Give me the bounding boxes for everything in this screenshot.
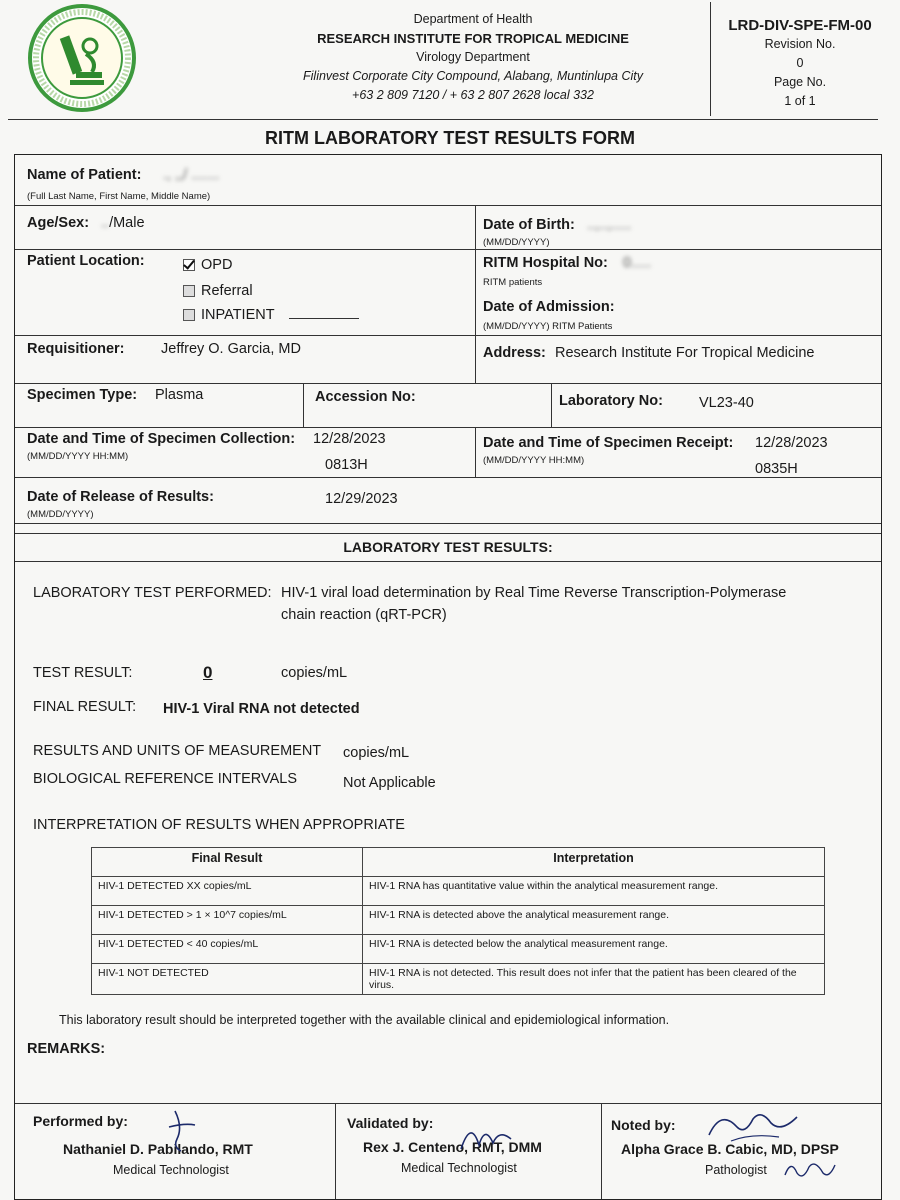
admission-label: Date of Admission: [483, 299, 615, 315]
interpretation-label: INTERPRETATION OF RESULTS WHEN APPROPRIATE [33, 817, 405, 833]
table-cell-result: HIV-1 DETECTED > 1 × 10^7 copies/mL [92, 906, 363, 935]
test-result-value: 0 [203, 663, 213, 682]
revision-label: Revision No. [764, 37, 836, 51]
table-header-row [92, 848, 825, 877]
receipt-date: 12/28/2023 [755, 435, 828, 451]
table-cell-result: HIV-1 DETECTED XX copies/mL [92, 877, 363, 906]
department-name: Department of Health [413, 12, 533, 26]
form-header [12, 2, 888, 120]
pathologist-initials-icon [779, 1155, 839, 1183]
collection-time: 0813H [325, 457, 368, 473]
row-divider [15, 427, 881, 428]
column-divider [551, 383, 552, 427]
receipt-hint: (MM/DD/YYYY HH:MM) [483, 455, 585, 466]
test-result-unit: copies/mL [281, 665, 348, 681]
inpatient-checkbox[interactable] [183, 309, 195, 321]
patient-name-redacted: ., ,,/ ....... [163, 167, 220, 183]
validated-by-role: Medical Technologist [401, 1161, 517, 1175]
age-sex-value [101, 215, 145, 231]
age-redacted: .. [101, 215, 110, 231]
column-divider [475, 427, 476, 477]
form-code-block [710, 2, 889, 116]
receipt-label: Date and Time of Specimen Receipt: [483, 435, 734, 451]
table-header-final-result: Final Result [92, 848, 363, 877]
table-cell-interpretation: HIV-1 RNA has quantitative value within the analytical measurement range. [363, 877, 825, 906]
lab-no-label: Laboratory No: [559, 393, 663, 409]
test-performed-line1: HIV-1 viral load determination by Real Time Reverse Transcription-Polymerase [281, 585, 787, 601]
row-divider [15, 335, 881, 336]
table-row [92, 935, 825, 964]
units-label: RESULTS AND UNITS OF MEASUREMENT [33, 743, 322, 759]
form-code: LRD-DIV-SPE-FM-00 [728, 17, 872, 34]
form-body [14, 154, 882, 1200]
performed-by-name: Nathaniel D. Pabilando, RMT [63, 1141, 253, 1157]
institution-block [242, 10, 704, 105]
table-cell-result: HIV-1 NOT DETECTED [92, 964, 363, 995]
opd-checkbox[interactable] [183, 259, 195, 271]
row-divider [15, 561, 881, 562]
institute-phone: +63 2 809 7120 / + 63 2 807 2628 local 332 [352, 88, 594, 102]
hospital-no-value [623, 255, 651, 271]
specimen-type-value: Plasma [155, 387, 204, 403]
row-divider [15, 383, 881, 384]
hospital-no-hint: RITM patients [483, 277, 543, 288]
patient-name-hint: (Full Last Name, First Name, Middle Name) [27, 191, 211, 202]
location-option-opd[interactable] [183, 257, 232, 273]
dob-label: Date of Birth: [483, 217, 575, 233]
units-value: copies/mL [343, 745, 410, 761]
validated-signature-icon [455, 1115, 525, 1155]
inpatient-label: INPATIENT [201, 307, 275, 323]
admission-hint: (MM/DD/YYYY) RITM Patients [483, 321, 613, 332]
lab-no-value: VL23-40 [699, 395, 754, 411]
address-value: Research Institute For Tropical Medicine [555, 345, 815, 361]
interpretation-table [91, 847, 825, 995]
noted-signature-icon [701, 1105, 811, 1149]
row-divider [15, 477, 881, 478]
requisitioner-value: Jeffrey O. Garcia, MD [161, 341, 301, 357]
row-divider [15, 523, 881, 524]
performed-by-role: Medical Technologist [113, 1163, 229, 1177]
age-sex-label: Age/Sex: [27, 215, 90, 231]
referral-checkbox[interactable] [183, 285, 195, 297]
requisitioner-label: Requisitioner: [27, 341, 125, 357]
table-row [92, 964, 825, 995]
institute-address: Filinvest Corporate City Compound, Alabang, Muntinlupa City [303, 69, 643, 83]
validated-by-name: Rex J. Centeno, RMT, DMM [363, 1139, 542, 1155]
test-performed-label: LABORATORY TEST PERFORMED: [33, 585, 272, 601]
table-row [92, 906, 825, 935]
table-cell-interpretation: HIV-1 RNA is not detected. This result does not infer that the patient has been cleared of the virus. [363, 964, 825, 995]
release-label: Date of Release of Results: [27, 489, 214, 505]
noted-by-label: Noted by: [611, 1117, 676, 1133]
column-divider [475, 205, 476, 383]
performed-by-label: Performed by: [33, 1113, 128, 1129]
patient-name-value [163, 167, 219, 183]
header-divider [8, 119, 878, 120]
institute-name: RESEARCH INSTITUTE FOR TROPICAL MEDICINE [317, 31, 629, 46]
column-divider [601, 1103, 602, 1199]
row-divider [15, 205, 881, 206]
row-divider [15, 249, 881, 250]
reference-value: Not Applicable [343, 775, 436, 791]
table-row [92, 877, 825, 906]
specimen-type-label: Specimen Type: [27, 387, 138, 403]
location-option-referral[interactable] [183, 283, 253, 299]
collection-label: Date and Time of Specimen Collection: [27, 431, 296, 447]
row-divider [15, 1103, 881, 1104]
release-hint: (MM/DD/YYYY) [27, 509, 94, 520]
row-divider [15, 533, 881, 534]
test-performed-line2: chain reaction (qRT-PCR) [281, 607, 447, 623]
performed-signature-icon [155, 1107, 215, 1155]
table-cell-result: HIV-1 DETECTED < 40 copies/mL [92, 935, 363, 964]
release-value: 12/29/2023 [325, 491, 398, 507]
interpretation-footnote: This laboratory result should be interpreted together with the available clinical and epidemiological information. [59, 1013, 670, 1027]
dob-redacted: ..,..,..... [587, 217, 632, 233]
table-header-interpretation: Interpretation [363, 848, 825, 877]
location-option-inpatient[interactable] [183, 307, 359, 323]
results-section-title: LABORATORY TEST RESULTS: [343, 539, 553, 555]
noted-by-role: Pathologist [705, 1163, 767, 1177]
division-name: Virology Department [416, 50, 530, 64]
table-cell-interpretation: HIV-1 RNA is detected below the analytical measurement range. [363, 935, 825, 964]
test-result-label: TEST RESULT: [33, 665, 133, 681]
collection-hint: (MM/DD/YYYY HH:MM) [27, 451, 129, 462]
form-title: RITM LABORATORY TEST RESULTS FORM [265, 128, 635, 148]
hospital-no-redacted: 0..... [623, 255, 652, 271]
final-result-label: FINAL RESULT: [33, 699, 137, 715]
opd-label: OPD [201, 257, 233, 273]
sex-value: /Male [109, 215, 145, 231]
page-label: Page No. [773, 75, 827, 89]
hospital-no-label: RITM Hospital No: [483, 255, 608, 271]
accession-label: Accession No: [315, 389, 416, 405]
collection-date: 12/28/2023 [313, 431, 386, 447]
patient-location-label: Patient Location: [27, 253, 145, 269]
inpatient-blank [289, 318, 359, 319]
column-divider [303, 383, 304, 427]
patient-name-label: Name of Patient: [27, 167, 142, 183]
noted-by-name: Alpha Grace B. Cabic, MD, DPSP [621, 1141, 839, 1157]
ritm-logo-icon [26, 2, 138, 114]
receipt-time: 0835H [755, 461, 798, 477]
dob-value [587, 217, 631, 233]
revision-value: 0 [796, 56, 804, 70]
page-value: 1 of 1 [784, 94, 816, 108]
column-divider [335, 1103, 336, 1199]
final-result-value: HIV-1 Viral RNA not detected [163, 701, 360, 717]
remarks-label: REMARKS: [27, 1041, 106, 1057]
table-cell-interpretation: HIV-1 RNA is detected above the analytical measurement range. [363, 906, 825, 935]
address-label: Address: [483, 345, 546, 361]
referral-label: Referral [201, 283, 253, 299]
dob-hint: (MM/DD/YYYY) [483, 237, 550, 248]
validated-by-label: Validated by: [347, 1115, 434, 1131]
reference-label: BIOLOGICAL REFERENCE INTERVALS [33, 771, 298, 787]
